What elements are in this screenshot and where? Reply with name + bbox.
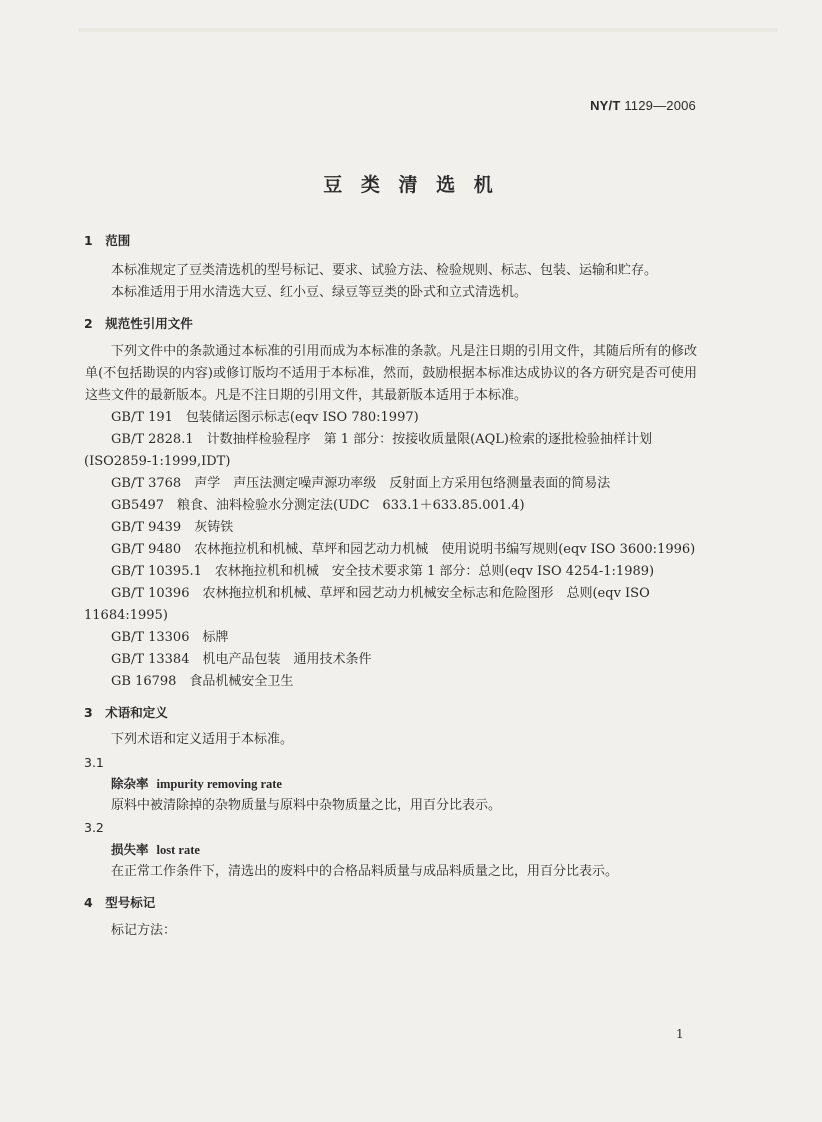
term-3-1 [111, 775, 282, 793]
term-3-2 [111, 841, 200, 859]
ref-gbt13384: GB/T 13384 机电产品包装 通用技术条件 [111, 652, 372, 667]
term-3-2-cn: 损失率 [111, 842, 149, 857]
term-3-1-en: impurity removing rate [156, 777, 282, 791]
term-3-2-definition: 在正常工作条件下，清选出的废料中的合格品料质量与成品料质量之比，用百分比表示。 [111, 864, 619, 879]
term-3-1-number: 3.1 [84, 755, 104, 770]
ref-gbt2828-1-cont: (ISO2859-1:1999,IDT) [84, 454, 231, 469]
standard-prefix: NY/T [590, 98, 621, 113]
term-3-1-cn: 除杂率 [111, 776, 149, 791]
marking-method-line: 标记方法： [111, 923, 177, 938]
standard-code: 1129—2006 [624, 98, 696, 113]
ref-gb16798: GB 16798 食品机械安全卫生 [111, 674, 294, 689]
page-number: 1 [676, 1027, 684, 1041]
ref-gbt10396: GB/T 10396 农林拖拉机和机械、草坪和园艺动力机械安全标志和危险图形 总则(eqv ISO [111, 586, 650, 601]
document-title: 豆 类 清 选 机 [323, 174, 499, 196]
section-4-heading: 4 型号标记 [84, 895, 156, 910]
section-2-heading: 2 规范性引用文件 [84, 316, 193, 331]
normative-intro: 下列文件中的条款通过本标准的引用而成为本标准的条款。凡是注日期的引用文件，其随后所有的修改单(不包括勘误的内容)或修订版均不适用于本标准，然而，鼓励根据本标准达成协议的各方研究是否可使用这些文件的最新版本。凡是不注日期的引用文件，其最新版本适用于本标准。 [85, 344, 697, 403]
ref-gbt13306: GB/T 13306 标牌 [111, 630, 229, 645]
scan-shadow [78, 28, 778, 32]
scope-line-1: 本标准规定了豆类清选机的型号标记、要求、试验方法、检验规则、标志、包装、运输和贮存。 [111, 263, 658, 278]
ref-gbt191: GB/T 191 包装储运图示标志(eqv ISO 780:1997) [111, 410, 419, 425]
term-3-2-number: 3.2 [84, 820, 104, 835]
section-1-heading: 1 范围 [84, 233, 131, 248]
ref-gbt3768: GB/T 3768 声学 声压法测定噪声源功率级 反射面上方采用包络测量表面的简易法 [111, 476, 611, 491]
terms-intro: 下列术语和定义适用于本标准。 [111, 732, 294, 747]
scope-line-2: 本标准适用于用水清选大豆、红小豆、绿豆等豆类的卧式和立式清选机。 [111, 285, 528, 300]
term-3-1-definition: 原料中被清除掉的杂物质量与原料中杂物质量之比，用百分比表示。 [111, 798, 502, 813]
ref-gbt10396-cont: 11684:1995) [84, 608, 168, 623]
standard-number [590, 98, 696, 113]
section-3-heading: 3 术语和定义 [84, 705, 168, 720]
ref-gbt10395-1: GB/T 10395.1 农林拖拉机和机械 安全技术要求第 1 部分：总则(eqv ISO 4254-1:1989) [111, 564, 655, 579]
term-3-2-en: lost rate [156, 843, 200, 857]
ref-gb5497: GB5497 粮食、油料检验水分测定法(UDC 633.1＋633.85.001.4) [111, 498, 525, 513]
ref-gbt2828-1: GB/T 2828.1 计数抽样检验程序 第 1 部分：按接收质量限(AQL)检索的逐批检验抽样计划 [111, 432, 652, 447]
ref-gbt9480: GB/T 9480 农林拖拉机和机械、草坪和园艺动力机械 使用说明书编写规则(eqv ISO 3600:1996) [111, 542, 696, 557]
ref-gbt9439: GB/T 9439 灰铸铁 [111, 520, 234, 535]
